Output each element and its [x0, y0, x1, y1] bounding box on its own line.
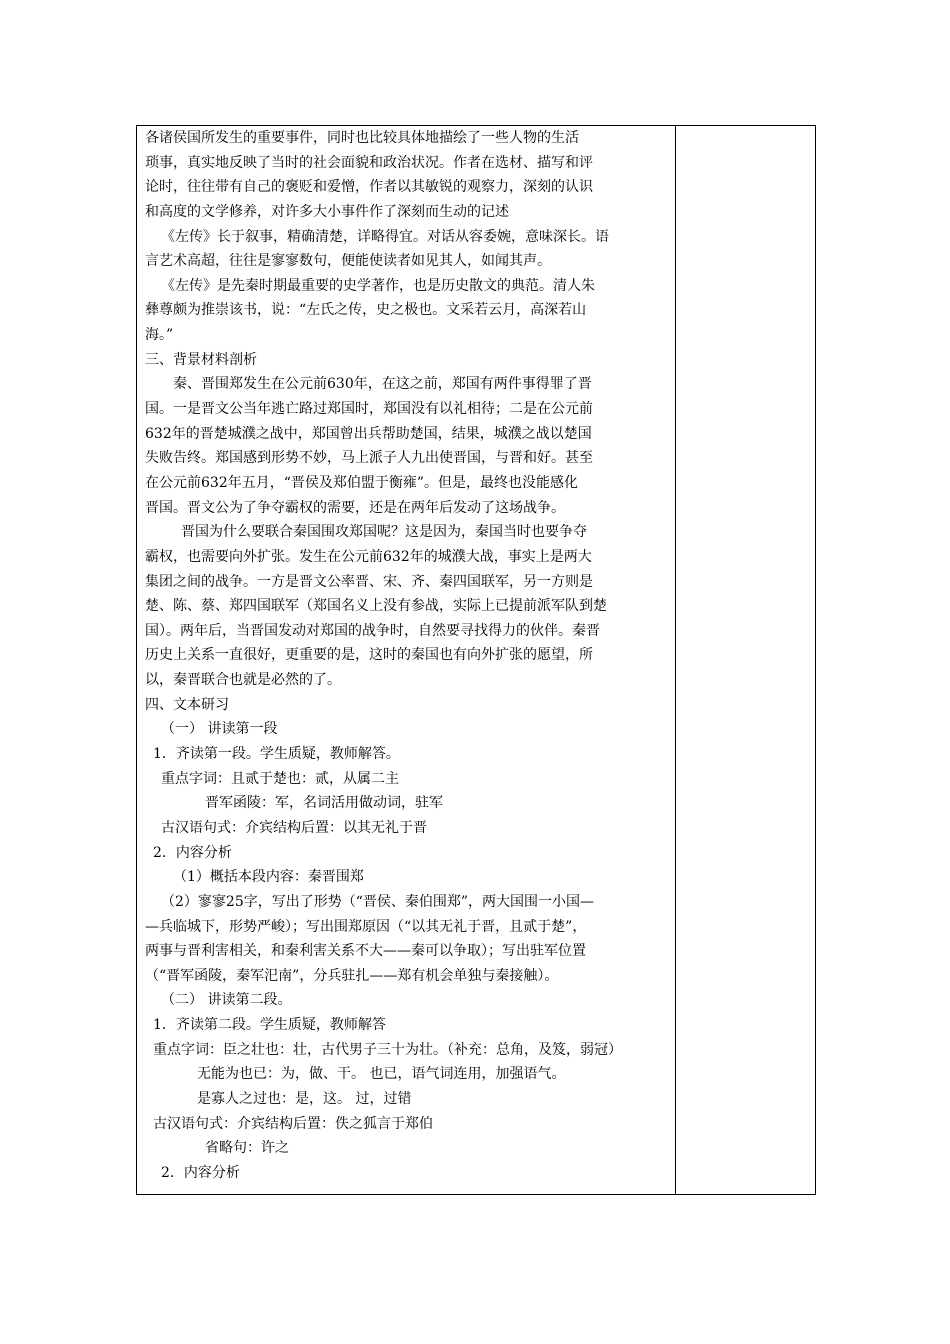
text-line: 重点字词：臣之壮也：壮，古代男子三十为壮。（补充：总角，及笈，弱冠） — [153, 1041, 622, 1058]
text-line: 历史上关系一直很好，更重要的是，这时的秦国也有向外扩张的愿望，所 — [145, 647, 593, 664]
text-line: 海。” — [145, 327, 174, 344]
text-line: 言艺术高超，往往是寥寥数句，便能使读者如见其人，如闻其声。 — [145, 253, 551, 270]
section-heading: 三、背景材料剖析 — [145, 351, 257, 368]
text-line: —兵临城下，形势严峻）；写出围郑原因（“以其无礼于晋，且贰于楚”， — [145, 918, 587, 935]
text-line: 晋国。晋文公为了争夺霸权的需要，还是在两年后发动了这场战争。 — [145, 499, 565, 516]
column-divider — [675, 126, 676, 1194]
text-line: 1．齐读第一段。学生质疑，教师解答。 — [153, 746, 400, 763]
text-line: 和高度的文学修养，对许多大小事件作了深刻而生动的记述 — [145, 203, 509, 220]
text-line: 国）。两年后，当晋国发动对郑国的战争时，自然要寻找得力的伙伴。秦晋 — [145, 622, 600, 639]
text-line: 秦、晋围郑发生在公元前630年，在这之前，郑国有两件事得罪了晋 — [173, 376, 592, 393]
text-line: 晋军函陵：军，名词活用做动词，驻军 — [205, 795, 443, 812]
text-line: 是寡人之过也：是，这。 过，过错 — [197, 1090, 412, 1107]
text-line: 以，秦晋联合也就是必然的了。 — [145, 672, 341, 689]
text-line: 省略句：许之 — [205, 1140, 289, 1157]
lesson-table — [136, 125, 816, 1195]
text-line: （1）概括本段内容：秦晋围郑 — [173, 869, 364, 886]
text-line: 各诸侯国所发生的重要事件，同时也比较具体地描绘了一些人物的生活 — [145, 130, 579, 146]
subsection-heading: （二） 讲读第二段。 — [161, 992, 292, 1009]
text-line: 《左传》长于叙事，精确清楚，详略得宜。对话从容委婉，意味深长。语 — [161, 228, 609, 245]
text-line: 《左传》是先秦时期最重要的史学著作，也是历史散文的典范。清人朱 — [161, 277, 595, 294]
text-line: （2）寥寥25字，写出了形势（“晋侯、秦伯围郑”，两大国围一小国— — [161, 893, 595, 910]
text-line: 失败告终。郑国感到形势不妙，马上派子人九出使晋国，与晋和好。甚至 — [145, 450, 593, 467]
text-line: 在公元前632年五月，“晋侯及郑伯盟于衡雍”。但是，最终也没能感化 — [145, 474, 579, 491]
text-line: （“晋军函陵，秦军汜南”，分兵驻扎——郑有机会单独与秦接触）。 — [145, 967, 559, 984]
text-line: 晋国为什么要联合秦国围攻郑国呢？这是因为，秦国当时也要争夺 — [181, 524, 587, 541]
text-line: 2．内容分析 — [153, 844, 232, 861]
section-heading: 四、文本研习 — [145, 696, 229, 713]
text-line: 国。一是晋文公当年逃亡路过郑国时，郑国没有以礼相待；二是在公元前 — [145, 401, 593, 418]
text-line: 重点字词：且贰于楚也：贰，从属二主 — [161, 770, 399, 787]
text-line: 632年的晋楚城濮之战中，郑国曾出兵帮助楚国，结果，城濮之战以楚国 — [145, 425, 592, 442]
text-line: 古汉语句式：介宾结构后置：佚之狐言于郑伯 — [153, 1115, 433, 1132]
text-line: 2．内容分析 — [161, 1164, 240, 1181]
text-line: 古汉语句式：介宾结构后置：以其无礼于晋 — [161, 819, 427, 836]
text-line: 两事与晋利害相关，和秦利害关系不大——秦可以争取）；写出驻军位置 — [145, 943, 586, 960]
text-line: 彝尊颇为推崇该书，说：“左氏之传，史之极也。文采若云月，高深若山 — [145, 302, 587, 319]
text-line: 楚、陈、蔡、郑四国联军（郑国名义上没有参战，实际上已提前派军队到楚 — [145, 598, 607, 615]
text-line: 论时，往往带有自己的褒贬和爱憎，作者以其敏锐的观察力，深刻的认识 — [145, 179, 593, 196]
text-line: 霸权，也需要向外扩张。发生在公元前632年的城濮大战，事实上是两大 — [145, 548, 592, 565]
text-line: 琐事，真实地反映了当时的社会面貌和政治状况。作者在选材、描写和评 — [145, 154, 593, 171]
text-line: 集团之间的战争。一方是晋文公率晋、宋、齐、秦四国联军，另一方则是 — [145, 573, 593, 590]
subsection-heading: （一） 讲读第一段 — [161, 721, 278, 738]
lesson-content — [145, 126, 671, 1186]
text-line: 1．齐读第二段。学生质疑，教师解答 — [153, 1017, 386, 1034]
text-line: 无能为也已：为，做、干。 也已，语气词连用，加强语气。 — [197, 1066, 566, 1083]
